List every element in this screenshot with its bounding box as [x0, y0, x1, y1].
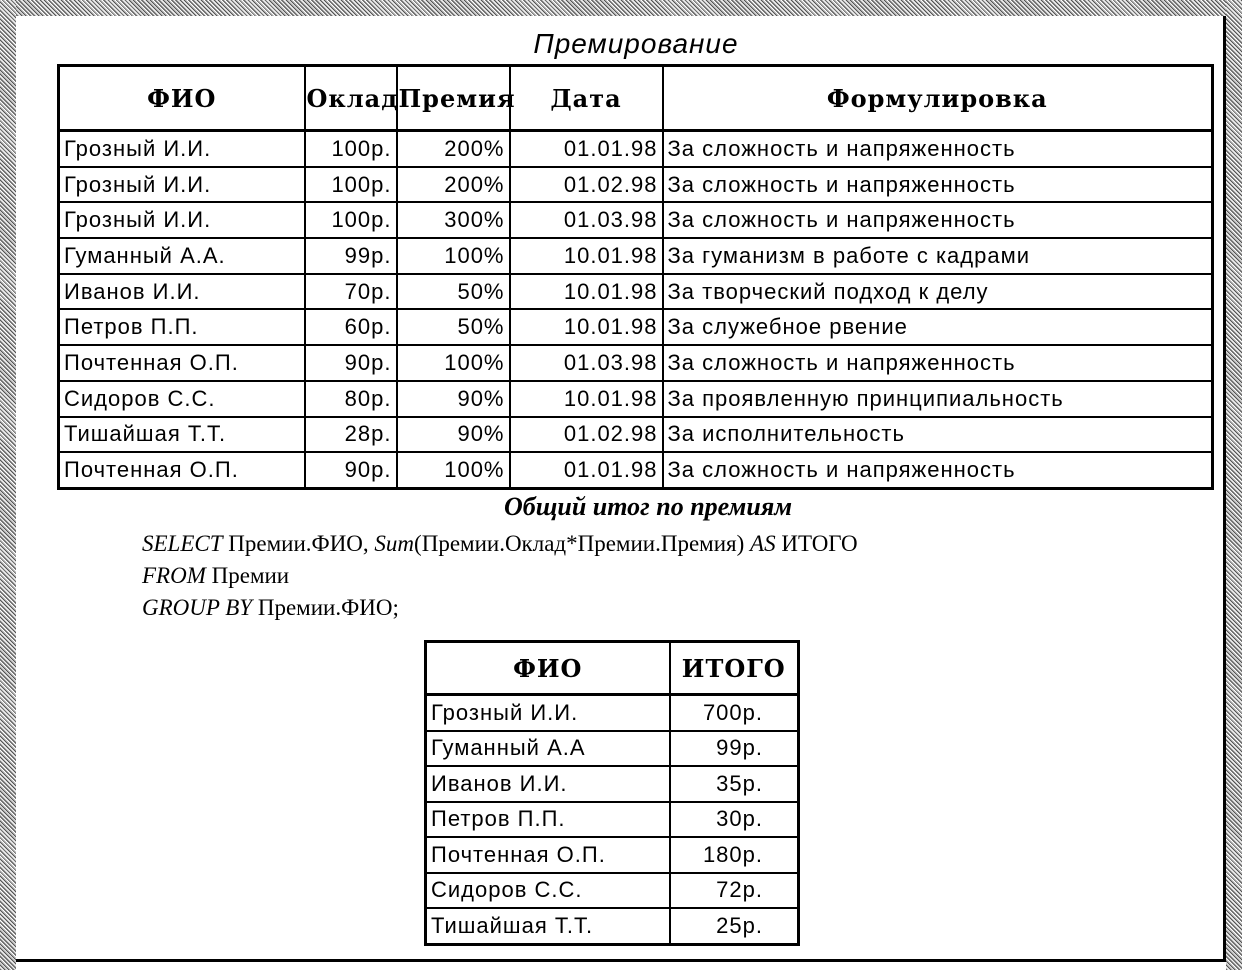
cell-bonus: 200% [397, 131, 510, 167]
table-row [59, 381, 1213, 417]
cell-date: 10.01.98 [510, 381, 663, 417]
header-fio: ФИО [426, 642, 670, 695]
sql-function: Sum [374, 531, 415, 556]
cell-fio: Грозный И.И. [59, 167, 305, 203]
cell-wording: За сложность и напряженность [663, 202, 1213, 238]
cell-fio: Сидоров С.С. [426, 873, 670, 909]
cell-salary: 70р. [305, 274, 397, 310]
table-row [426, 731, 799, 767]
cell-wording: За исполнительность [663, 417, 1213, 453]
cell-wording: За служебное рвение [663, 309, 1213, 345]
cell-total: 99р. [670, 731, 799, 767]
cell-date: 01.02.98 [510, 167, 663, 203]
cell-fio: Сидоров С.С. [59, 381, 305, 417]
cell-bonus: 100% [397, 238, 510, 274]
table-row [59, 238, 1213, 274]
cell-total: 35р. [670, 766, 799, 802]
cell-wording: За сложность и напряженность [663, 131, 1213, 167]
cell-fio: Тишайшая Т.Т. [59, 417, 305, 453]
cell-salary: 90р. [305, 452, 397, 488]
cell-fio: Петров П.П. [426, 802, 670, 838]
header-wording: Формулировка [663, 66, 1213, 131]
sql-line-groupby [142, 592, 858, 624]
cell-fio: Почтенная О.П. [59, 452, 305, 488]
scan-edge-right [1226, 0, 1242, 970]
cell-wording: За сложность и напряженность [663, 345, 1213, 381]
cell-date: 01.03.98 [510, 202, 663, 238]
cell-fio: Гуманный А.А [426, 731, 670, 767]
sql-text: Премии.ФИО; [252, 595, 399, 620]
cell-bonus: 90% [397, 417, 510, 453]
cell-fio: Петров П.П. [59, 309, 305, 345]
sql-text: ИТОГО [775, 531, 858, 556]
cell-salary: 100р. [305, 131, 397, 167]
table-row [59, 417, 1213, 453]
header-salary: Оклад [305, 66, 397, 131]
sql-text: Премии [205, 563, 290, 588]
table-row [426, 802, 799, 838]
cell-fio: Почтенная О.П. [59, 345, 305, 381]
cell-salary: 100р. [305, 202, 397, 238]
cell-bonus: 100% [397, 345, 510, 381]
totals-table [424, 640, 800, 946]
cell-salary: 99р. [305, 238, 397, 274]
cell-salary: 28р. [305, 417, 397, 453]
bonus-table-header [59, 66, 1213, 131]
table-row [59, 274, 1213, 310]
cell-wording: За сложность и напряженность [663, 167, 1213, 203]
table-row [59, 309, 1213, 345]
table-row [426, 766, 799, 802]
cell-wording: За проявленную принципиальность [663, 381, 1213, 417]
sql-text: Премии.ФИО, [222, 531, 375, 556]
main-table-title: Премирование [533, 28, 739, 59]
header-fio: ФИО [59, 66, 305, 131]
cell-fio: Грозный И.И. [59, 131, 305, 167]
cell-total: 25р. [670, 908, 799, 944]
cell-bonus: 90% [397, 381, 510, 417]
cell-bonus: 50% [397, 274, 510, 310]
sql-line-select [142, 528, 858, 560]
cell-bonus: 300% [397, 202, 510, 238]
sql-keyword: SELECT [142, 531, 223, 556]
cell-date: 01.03.98 [510, 345, 663, 381]
cell-fio: Почтенная О.П. [426, 837, 670, 873]
cell-bonus: 200% [397, 167, 510, 203]
table-row [426, 873, 799, 909]
scan-edge-left [0, 0, 16, 970]
table-row [59, 167, 1213, 203]
cell-wording: За сложность и напряженность [663, 452, 1213, 488]
cell-date: 01.01.98 [510, 452, 663, 488]
sql-keyword: FROM [142, 563, 206, 588]
cell-salary: 90р. [305, 345, 397, 381]
table-row [59, 131, 1213, 167]
cell-fio: Гуманный А.А. [59, 238, 305, 274]
header-bonus: Премия [397, 66, 510, 131]
query-title: Общий итог по премиям [503, 492, 793, 521]
cell-bonus: 50% [397, 309, 510, 345]
cell-total: 72р. [670, 873, 799, 909]
table-row [59, 345, 1213, 381]
sql-query [142, 528, 858, 624]
cell-salary: 100р. [305, 167, 397, 203]
table-row [426, 837, 799, 873]
cell-fio: Иванов И.И. [426, 766, 670, 802]
cell-fio: Грозный И.И. [59, 202, 305, 238]
scan-edge-top [0, 0, 1242, 16]
cell-date: 01.02.98 [510, 417, 663, 453]
cell-salary: 60р. [305, 309, 397, 345]
table-row [59, 202, 1213, 238]
table-row [426, 908, 799, 944]
sql-line-from [142, 560, 858, 592]
totals-table-header [426, 642, 799, 695]
cell-fio: Грозный И.И. [426, 695, 670, 731]
cell-date: 10.01.98 [510, 238, 663, 274]
sql-keyword: AS [750, 531, 776, 556]
cell-salary: 80р. [305, 381, 397, 417]
cell-total: 700р. [670, 695, 799, 731]
table-row [426, 695, 799, 731]
header-date: Дата [510, 66, 663, 131]
cell-date: 01.01.98 [510, 131, 663, 167]
cell-wording: За гуманизм в работе с кадрами [663, 238, 1213, 274]
bonus-table [57, 64, 1214, 490]
table-row [59, 452, 1213, 488]
cell-date: 10.01.98 [510, 274, 663, 310]
cell-bonus: 100% [397, 452, 510, 488]
cell-date: 10.01.98 [510, 309, 663, 345]
cell-total: 30р. [670, 802, 799, 838]
sql-keyword: GROUP BY [142, 595, 253, 620]
sql-text: (Премии.Оклад*Премии.Премия) [414, 531, 751, 556]
cell-fio: Иванов И.И. [59, 274, 305, 310]
cell-wording: За творческий подход к делу [663, 274, 1213, 310]
cell-fio: Тишайшая Т.Т. [426, 908, 670, 944]
header-total: ИТОГО [670, 642, 799, 695]
cell-total: 180р. [670, 837, 799, 873]
